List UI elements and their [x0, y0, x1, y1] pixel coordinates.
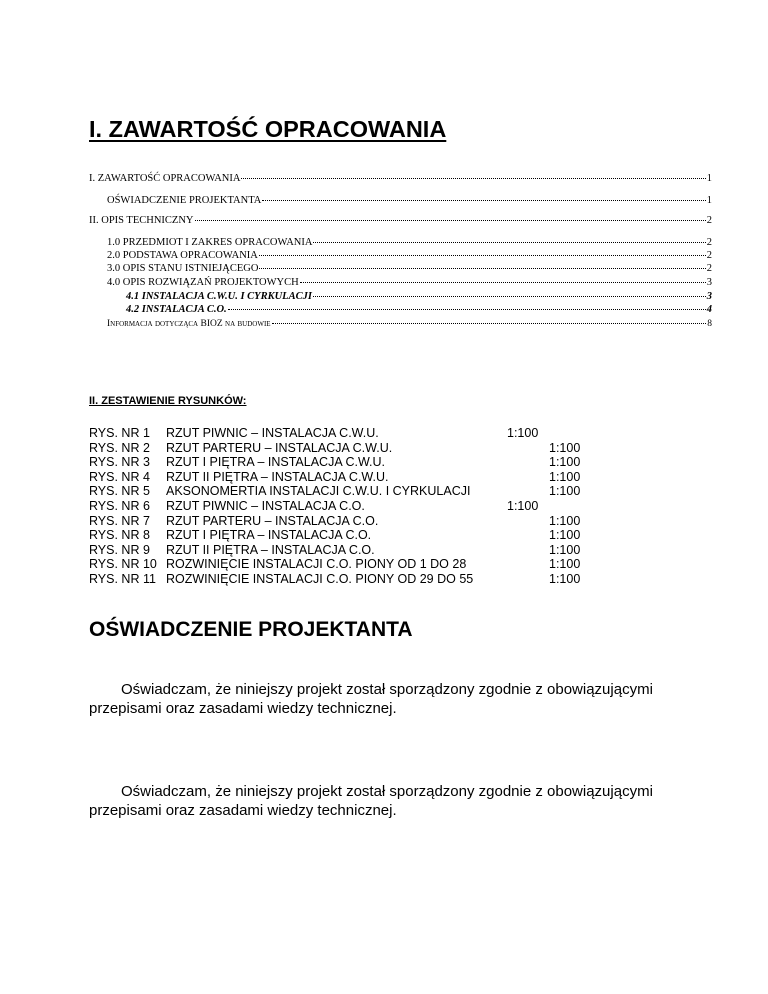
drawing-description: RZUT PIWNIC – INSTALACJA C.W.U.	[166, 426, 379, 440]
drawing-description: AKSONOMERTIA INSTALACJI C.W.U. I CYRKULACJI	[166, 484, 471, 499]
drawing-row	[89, 455, 599, 470]
drawing-row	[89, 484, 599, 499]
drawing-description: ROZWINIĘCIE INSTALACJI C.O. PIONY OD 29 DO 55	[166, 572, 474, 586]
toc-entry-label: 1.0 PRZEDMIOT I ZAKRES OPRACOWANIA	[107, 237, 313, 248]
toc-entry-label: 4.1 INSTALACJA C.W.U. I CYRKULACJI	[126, 291, 312, 302]
drawing-row	[89, 572, 599, 587]
drawing-scale: 1:100	[507, 499, 539, 513]
drawing-number: RYS. NR 3	[89, 455, 150, 470]
drawing-scale: 1:100	[549, 455, 581, 470]
toc-entry-page: 2	[706, 263, 712, 274]
drawing-number: RYS. NR 10	[89, 557, 157, 572]
toc-leader	[241, 170, 705, 179]
drawings-heading: II. ZESTAWIENIE RYSUNKÓW:	[89, 395, 247, 407]
toc-leader	[313, 234, 705, 243]
drawing-number: RYS. NR 7	[89, 513, 150, 528]
drawing-number: RYS. NR 5	[89, 484, 150, 499]
toc-leader	[313, 288, 706, 297]
drawing-row	[89, 514, 599, 529]
drawing-scale: 1:100	[549, 528, 581, 543]
toc-entry-label: 2.0 PODSTAWA OPRACOWANIA	[107, 250, 258, 261]
toc-entry[interactable]	[89, 172, 712, 185]
drawing-scale: 1:100	[549, 572, 581, 586]
toc-entry[interactable]	[107, 317, 712, 330]
drawing-description: RZUT PARTERU – INSTALACJA C.W.U.	[166, 440, 393, 455]
drawing-number: RYS. NR 1	[89, 426, 150, 440]
toc-leader	[272, 315, 707, 324]
drawing-scale: 1:100	[549, 513, 581, 528]
toc-entry-page: 2	[706, 250, 712, 261]
drawing-description: RZUT I PIĘTRA – INSTALACJA C.O.	[166, 528, 372, 543]
drawing-number: RYS. NR 4	[89, 469, 150, 484]
toc-entry-page: 3	[706, 277, 712, 288]
toc-entry-label: I. ZAWARTOŚĆ OPRACOWANIA	[89, 173, 241, 184]
statement-paragraph: Oświadczam, że niniejszy projekt został sporządzony zgodnie z obowiązującymi przepisami oraz zasadami wiedzy technicznej.	[89, 681, 653, 717]
toc-entry-page: 1	[706, 195, 712, 206]
toc-entry[interactable]	[107, 194, 712, 207]
drawing-scale: 1:100	[549, 440, 581, 455]
main-heading: I. ZAWARTOŚĆ OPRACOWANIA	[89, 116, 447, 142]
toc-leader	[228, 301, 706, 310]
toc-entry-page: 8	[707, 319, 712, 329]
statement-paragraph: Oświadczam, że niniejszy projekt został sporządzony zgodnie z obowiązującymi przepisami oraz zasadami wiedzy technicznej.	[89, 783, 653, 819]
drawing-number: RYS. NR 6	[89, 499, 150, 513]
toc-leader	[300, 274, 706, 283]
drawing-description: RZUT I PIĘTRA – INSTALACJA C.W.U.	[166, 455, 386, 470]
drawing-row	[89, 470, 599, 485]
drawing-row	[89, 557, 599, 572]
toc-leader	[195, 212, 706, 221]
toc-entry-page: 2	[706, 215, 712, 226]
drawing-row	[89, 528, 599, 543]
drawing-scale: 1:100	[549, 469, 581, 484]
drawing-description: RZUT PIWNIC – INSTALACJA C.O.	[166, 499, 365, 513]
toc-leader	[259, 260, 705, 269]
toc-entry-page: 3	[706, 291, 712, 302]
drawing-description: ROZWINIĘCIE INSTALACJI C.O. PIONY OD 1 DO 28	[166, 557, 467, 572]
toc-entry-page: 4	[706, 304, 712, 315]
toc-entry-label: Informacja dotycząca BIOZ na budowie	[107, 319, 271, 329]
drawing-description: RZUT II PIĘTRA – INSTALACJA C.W.U.	[166, 469, 389, 484]
drawing-row	[89, 543, 599, 558]
toc-entry-label: 4.0 OPIS ROZWIĄZAŃ PROJEKTOWYCH	[107, 277, 299, 288]
drawing-number: RYS. NR 11	[89, 572, 156, 586]
drawing-scale: 1:100	[549, 557, 581, 572]
drawing-number: RYS. NR 8	[89, 528, 150, 543]
toc-entry[interactable]	[89, 214, 712, 227]
drawing-number: RYS. NR 2	[89, 440, 150, 455]
drawing-description: RZUT PARTERU – INSTALACJA C.O.	[166, 513, 379, 528]
drawing-scale: 1:100	[507, 426, 539, 440]
statement-heading: OŚWIADCZENIE PROJEKTANTA	[89, 618, 413, 641]
drawing-row	[89, 441, 599, 456]
toc-entry-page: 2	[706, 237, 712, 248]
drawing-description: RZUT II PIĘTRA – INSTALACJA C.O.	[166, 542, 375, 557]
toc-entry-label: OŚWIADCZENIE PROJEKTANTA	[107, 195, 262, 206]
toc-entry-label: 3.0 OPIS STANU ISTNIEJĄCEGO	[107, 263, 259, 274]
drawing-scale: 1:100	[549, 542, 581, 557]
drawing-row	[89, 499, 599, 514]
toc-leader	[262, 192, 705, 201]
drawing-number: RYS. NR 9	[89, 542, 150, 557]
toc-entry-label: 4.2 INSTALACJA C.O.	[126, 304, 227, 315]
toc-leader	[259, 247, 706, 256]
toc-entry-page: 1	[706, 173, 712, 184]
toc-entry-label: II. OPIS TECHNICZNY	[89, 215, 194, 226]
drawing-scale: 1:100	[549, 484, 581, 499]
drawing-row	[89, 426, 599, 441]
